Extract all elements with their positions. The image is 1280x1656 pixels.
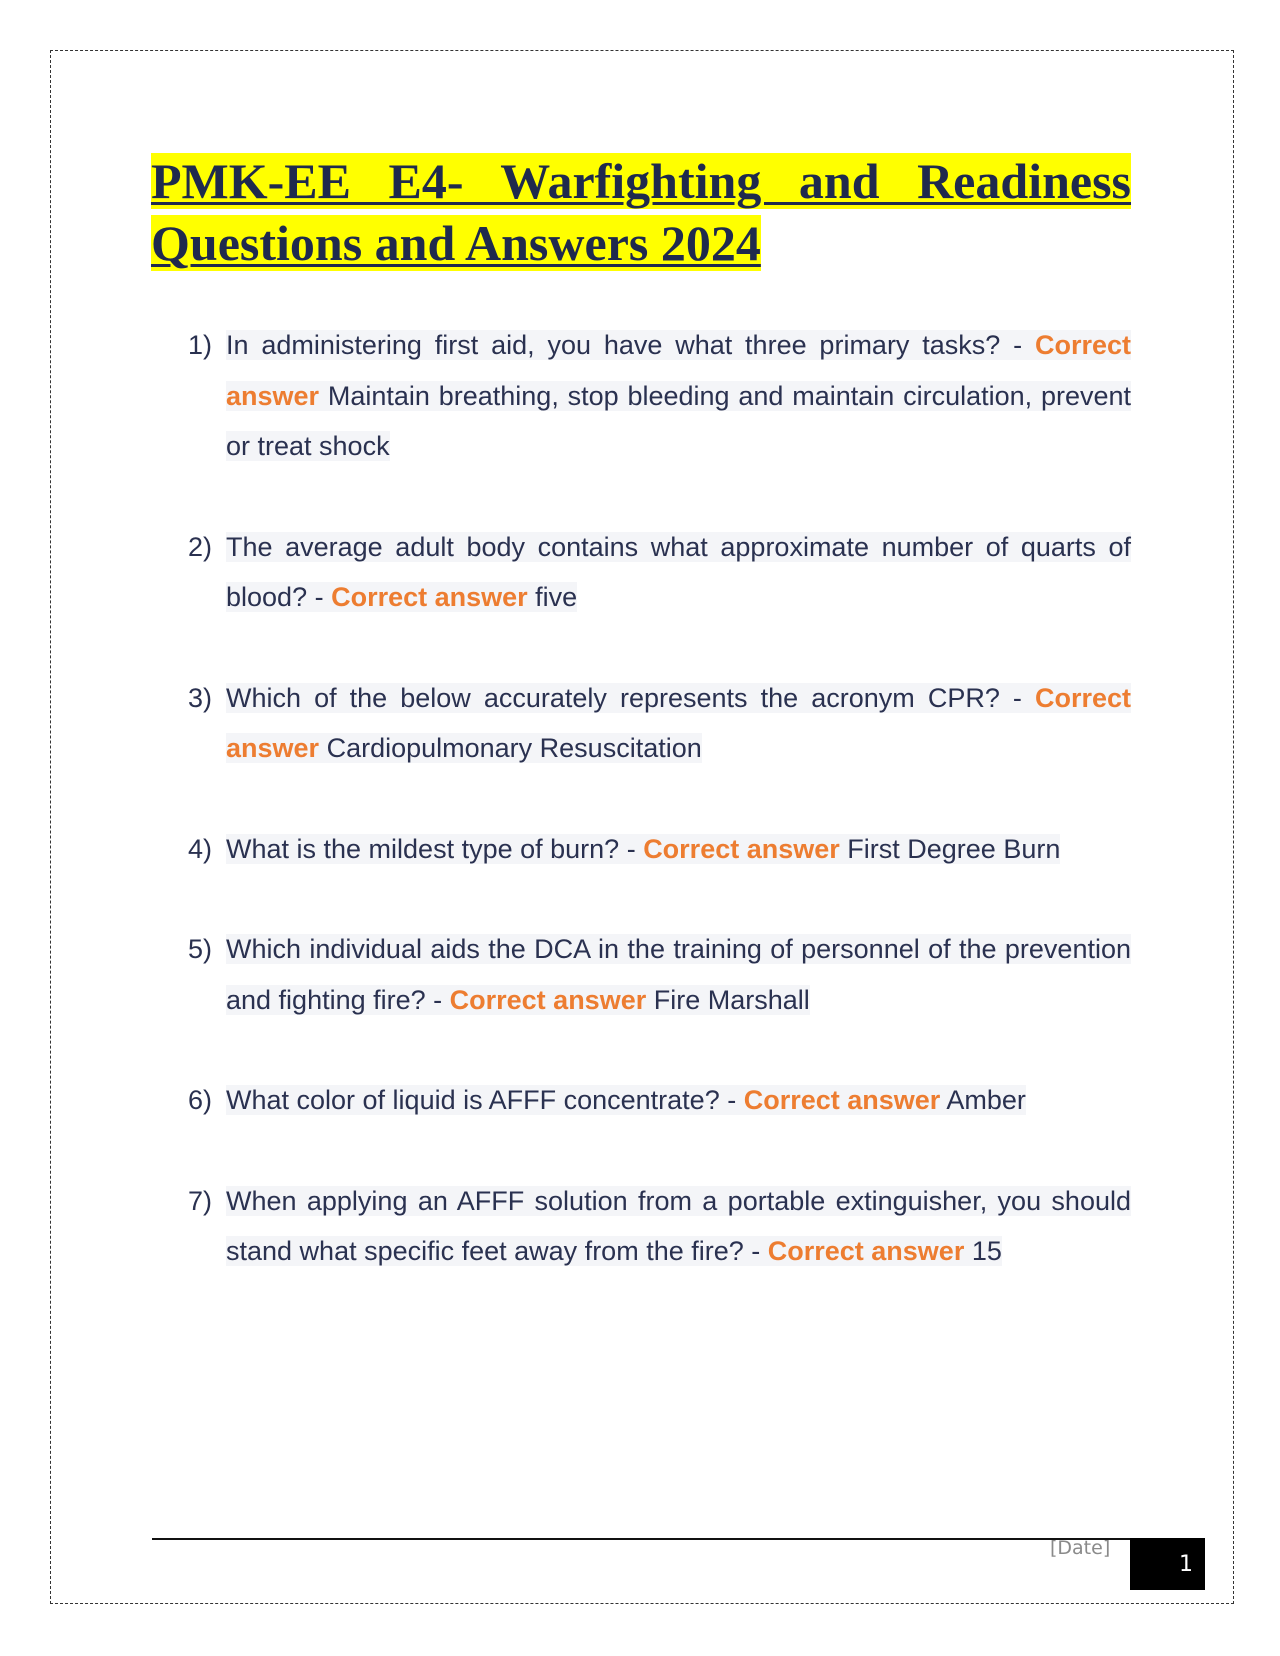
qa-list [188,320,1131,1327]
qa-number: 2) [188,531,213,562]
question-text: The average adult body contains what approximate number of quarts of blood? - [226,531,1131,612]
qa-body [226,934,1131,1015]
qa-item-4 [188,824,1131,875]
document-title [151,150,1131,274]
correct-answer-label: Correct answer [331,582,528,612]
question-text: In administering first aid, you have what three primary tasks? - [226,330,1035,360]
qa-item-3 [188,673,1131,774]
qa-number: 3) [188,682,213,713]
qa-item-7 [188,1176,1131,1277]
question-text: Which of the below accurately represents the acronym CPR? - [226,682,1035,713]
qa-body [226,330,1131,461]
answer-text: Amber [940,1085,1026,1115]
qa-number: 5) [188,934,213,964]
document-title-text: PMK-EE E4- Warfighting and Readiness Questions and Answers 2024 [151,153,1131,271]
answer-text: Maintain breathing, stop bleeding and maintain circulation, prevent or treat shock [226,380,1131,461]
question-text: What is the mildest type of burn? - [226,833,644,864]
correct-answer-label: Correct answer [743,1085,941,1115]
question-text: When applying an AFFF solution from a portable extinguisher, you should stand what specific feet away from the fire? - [226,1185,1131,1266]
qa-number: 1) [188,330,213,360]
qa-body [226,834,1060,864]
correct-answer-label: Correct answer [226,682,1131,763]
correct-answer-label: Correct answer [449,984,647,1015]
qa-body [226,1085,1026,1115]
footer-rule [152,1538,1130,1540]
question-text: What color of liquid is AFFF concentrate? - [226,1085,744,1115]
answer-text: First Degree Burn [839,833,1061,864]
qa-item-5 [188,924,1131,1025]
qa-number: 6) [188,1085,213,1115]
qa-body [226,683,1131,764]
qa-item-1 [188,320,1131,472]
footer-date: [Date] [1050,1537,1111,1559]
qa-number: 7) [188,1185,213,1216]
correct-answer-label: Correct answer [767,1236,965,1266]
answer-text: Fire Marshall [646,984,810,1015]
qa-item-6 [188,1075,1131,1126]
qa-number: 4) [188,833,213,864]
correct-answer-label: Correct answer [643,833,840,864]
question-text: Which individual aids the DCA in the training of personnel of the prevention and fighting fire? - [226,934,1131,1015]
answer-text: 15 [964,1236,1002,1266]
page-number: 1 [1130,1538,1205,1590]
qa-body [226,532,1131,613]
correct-answer-label: Correct answer [226,330,1131,411]
qa-body [226,1186,1131,1267]
qa-item-2 [188,522,1131,623]
answer-text: five [527,582,578,612]
answer-text: Cardiopulmonary Resuscitation [319,733,702,763]
